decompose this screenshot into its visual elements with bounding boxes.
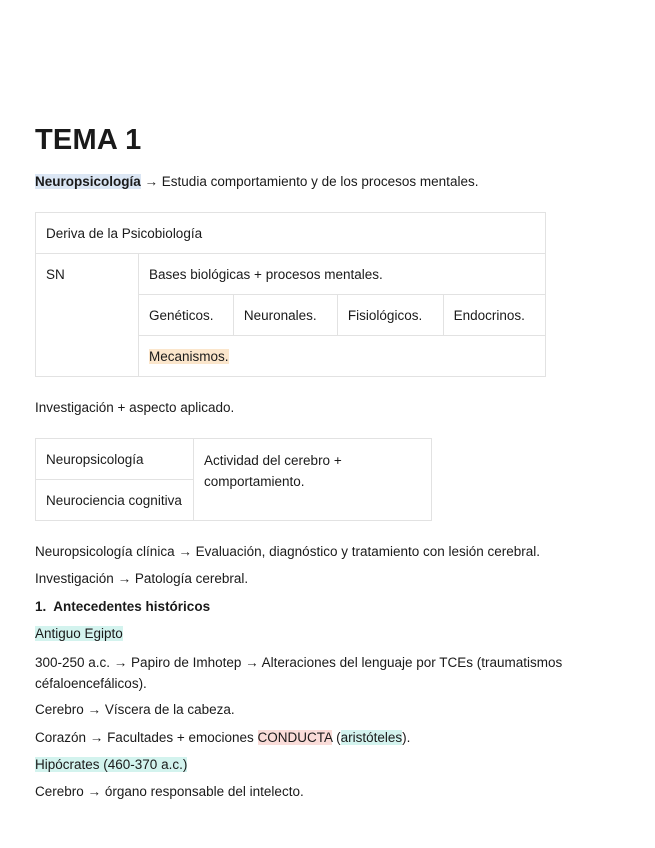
arrow: →: [117, 571, 132, 586]
intro-line: [35, 173, 478, 191]
hippocrates-line: [35, 756, 187, 774]
investigacion-line: Investigación + aspecto aplicado.: [35, 400, 235, 415]
arrow: →: [87, 702, 102, 717]
intro-text: Estudia comportamiento y de los procesos mentales.: [161, 174, 479, 189]
research-text: Patología cerebral.: [134, 571, 249, 586]
page-title: TEMA 1: [35, 124, 142, 156]
mechanisms-text: Mecanismos.: [149, 348, 229, 364]
heart-term: Corazón: [35, 730, 87, 745]
arrow: →: [89, 730, 104, 745]
psychobiology-table: [35, 212, 546, 377]
arrow: →: [87, 784, 102, 799]
brain-text: Víscera de la cabeza.: [104, 702, 235, 717]
table-header-cell: Deriva de la Psicobiología: [36, 213, 546, 254]
organ-line: [35, 783, 304, 801]
field-neuropsychology: Neuropsicología: [36, 439, 194, 480]
type-cell-endocrine: Endocrinos.: [443, 295, 545, 336]
close-paren: ).: [402, 730, 411, 745]
section-heading: [35, 598, 210, 616]
intro-term: Neuropsicología: [35, 174, 141, 189]
hippocrates-heading: Hipócrates (460-370 a.c.): [35, 757, 188, 772]
papyrus-line: 300-250 a.c. → Papiro de Imhotep → Alteraciones del lenguaje por TCEs (traumatismos céfaloencefálicos).: [35, 655, 563, 691]
bases-cell: Bases biológicas + procesos mentales.: [139, 254, 546, 295]
section-title: Antecedentes históricos: [53, 599, 211, 614]
heart-text: Facultades + emociones: [107, 730, 254, 745]
field-cognitive-neuroscience: Neurociencia cognitiva: [36, 480, 194, 521]
mechanisms-cell: [139, 336, 546, 377]
arrow: →: [144, 174, 159, 189]
egypt-line: [35, 625, 123, 643]
conducta-highlight: CONDUCTA: [257, 730, 333, 745]
arrow: →: [178, 544, 192, 559]
section-number: 1.: [35, 599, 47, 614]
open-paren: (: [336, 730, 341, 745]
research-line: [35, 570, 248, 588]
research-term: Investigación: [35, 571, 114, 586]
heart-line: [35, 729, 410, 747]
field-description: Actividad del cerebro + comportamiento.: [194, 439, 432, 521]
organ-term: Cerebro: [35, 784, 84, 799]
sn-cell: SN: [36, 254, 139, 377]
type-cell-neuronal: Neuronales.: [233, 295, 337, 336]
neuro-fields-table: [35, 438, 432, 521]
type-cell-physiological: Fisiológicos.: [337, 295, 443, 336]
clinical-line: [35, 543, 540, 561]
brain-term: Cerebro: [35, 702, 84, 717]
organ-text: órgano responsable del intelecto.: [104, 784, 304, 799]
aristoteles-highlight: aristóteles: [340, 730, 403, 745]
clinical-text: Evaluación, diagnóstico y tratamiento con lesión cerebral.: [195, 544, 541, 559]
brain-line: [35, 701, 235, 719]
type-cell-genetic: Genéticos.: [139, 295, 234, 336]
egypt-heading: Antiguo Egipto: [35, 626, 123, 641]
clinical-term: Neuropsicología clínica: [35, 544, 175, 559]
